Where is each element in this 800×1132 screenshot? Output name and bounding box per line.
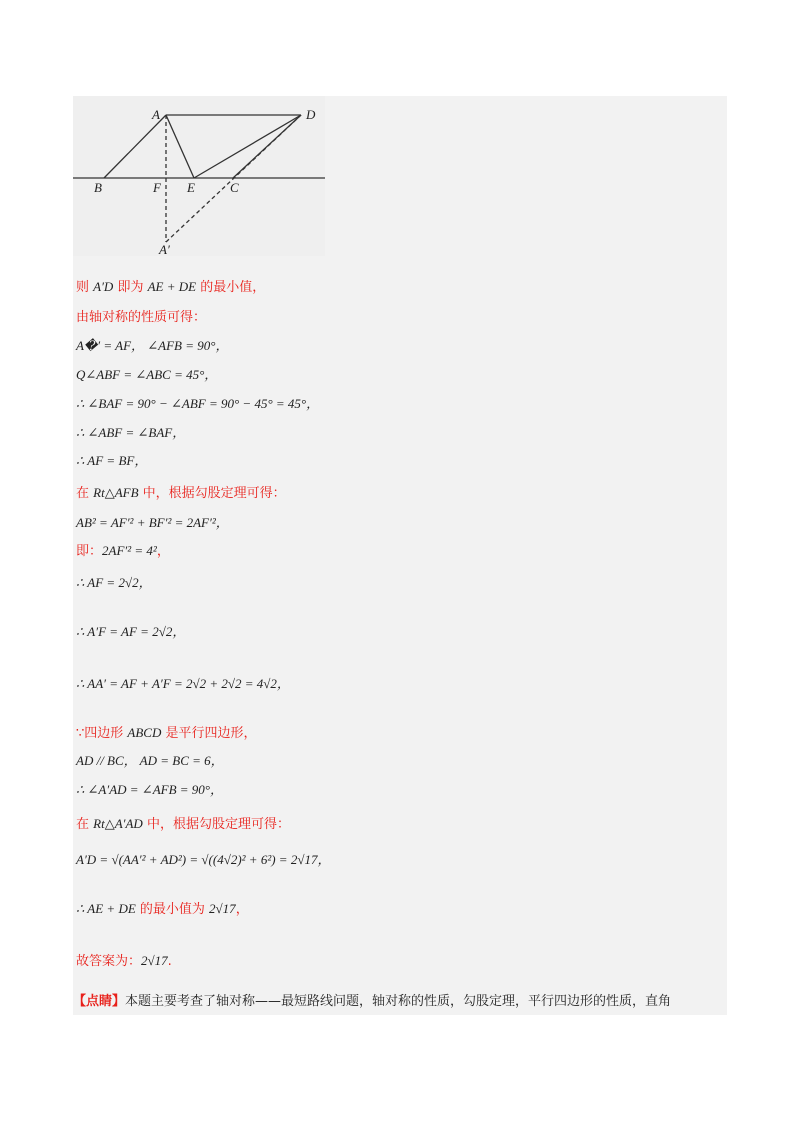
solution-line-18	[76, 851, 330, 870]
solution-line-19	[76, 900, 249, 919]
solution-line-6	[76, 424, 185, 443]
solution-line-1	[76, 278, 265, 297]
label-a: A	[152, 107, 160, 122]
solution-line-13	[76, 675, 290, 694]
line-text: 在	[76, 486, 94, 501]
solution-line-9	[76, 514, 229, 533]
line-math: Rt△A′AD	[93, 816, 143, 831]
label-b: B	[94, 180, 102, 195]
line-math: ∴ AF = 2√2，	[76, 575, 152, 590]
line-math: ∴ ∠BAF = 90° − ∠ABF = 90° − 45° = 45°，	[76, 396, 320, 411]
line-math: A�′ = AF， ∠AFB = 90°，	[76, 338, 229, 353]
solution-line-8	[76, 484, 286, 503]
label-f: F	[153, 180, 161, 195]
solution-line-12	[76, 623, 185, 642]
segment-ae	[166, 115, 194, 178]
line-math: 2AF′² = 4²	[102, 543, 157, 558]
line-math: Rt△AFB	[93, 485, 139, 500]
line-math: ∴ ∠ABF = ∠BAF，	[76, 425, 186, 440]
line-text: .	[167, 954, 172, 969]
line-math: A′D	[93, 279, 114, 294]
solution-line-2	[76, 309, 206, 327]
line-text: ∵四边形	[76, 726, 128, 741]
line-text: 故答案为：	[76, 954, 142, 969]
line-math: AE + DE	[147, 279, 197, 294]
line-text: 中，根据勾股定理可得：	[142, 817, 290, 832]
solution-line-3	[76, 337, 228, 356]
line-math: 2√17	[141, 953, 168, 968]
line-text: 是平行四边形，	[161, 726, 257, 741]
line-math: AB² = AF′² + BF′² = 2AF′²，	[76, 515, 229, 530]
line-math: A′D = √(AA′² + AD²) = √((4√2)² + 6²) = 2√17，	[76, 852, 331, 867]
segment-ab	[104, 115, 166, 178]
line-math: ∴ A′F = AF = 2√2，	[76, 624, 186, 639]
line-text: 的最小值，	[196, 280, 266, 295]
line-math: ∴ AA′ = AF + A′F = 2√2 + 2√2 = 4√2，	[76, 676, 290, 691]
line-math: AD // BC， AD = BC = 6，	[76, 753, 224, 768]
label-e: E	[187, 180, 195, 195]
solution-line-14	[76, 724, 257, 743]
line-math: ∴ AF = BF，	[76, 453, 148, 468]
label-a-prime: A′	[159, 242, 170, 256]
line-math: ∴ ∠A′AD = ∠AFB = 90°，	[76, 782, 223, 797]
line-text: 在	[76, 817, 94, 832]
solution-line-20	[76, 952, 172, 971]
line-math: 2√17	[209, 901, 236, 916]
line-text: 即为	[113, 280, 148, 295]
solution-line-15	[76, 752, 224, 771]
note-text: 本题主要考查了轴对称——最短路线问题，轴对称的性质，勾股定理，平行四边形的性质，直角	[125, 994, 672, 1009]
solution-line-7	[76, 452, 147, 471]
label-c: C	[230, 180, 239, 195]
line-math: ABCD	[127, 725, 162, 740]
line-text: 则	[76, 280, 94, 295]
note-tag: 【点睛】	[73, 994, 126, 1009]
line-math: Q∠ABF = ∠ABC = 45°，	[76, 367, 218, 382]
line-text: 的最小值为	[135, 902, 210, 917]
geometry-figure	[73, 96, 325, 256]
solution-line-5	[76, 395, 319, 414]
solution-line-16	[76, 781, 223, 800]
line-text: 由轴对称的性质可得：	[76, 310, 207, 325]
line-math: ∴ AE + DE	[76, 901, 136, 916]
solution-line-11	[76, 574, 152, 593]
solution-line-4	[76, 366, 217, 385]
solution-line-21	[73, 993, 671, 1011]
label-d: D	[306, 107, 316, 122]
solution-line-17	[76, 815, 290, 834]
line-text: ，	[156, 544, 170, 559]
solution-line-10	[76, 542, 170, 561]
segment-ed	[194, 115, 301, 178]
geometry-diagram	[73, 96, 325, 256]
line-text: 即：	[76, 544, 103, 559]
line-text: 中，根据勾股定理可得：	[138, 486, 286, 501]
line-text: ，	[235, 902, 249, 917]
